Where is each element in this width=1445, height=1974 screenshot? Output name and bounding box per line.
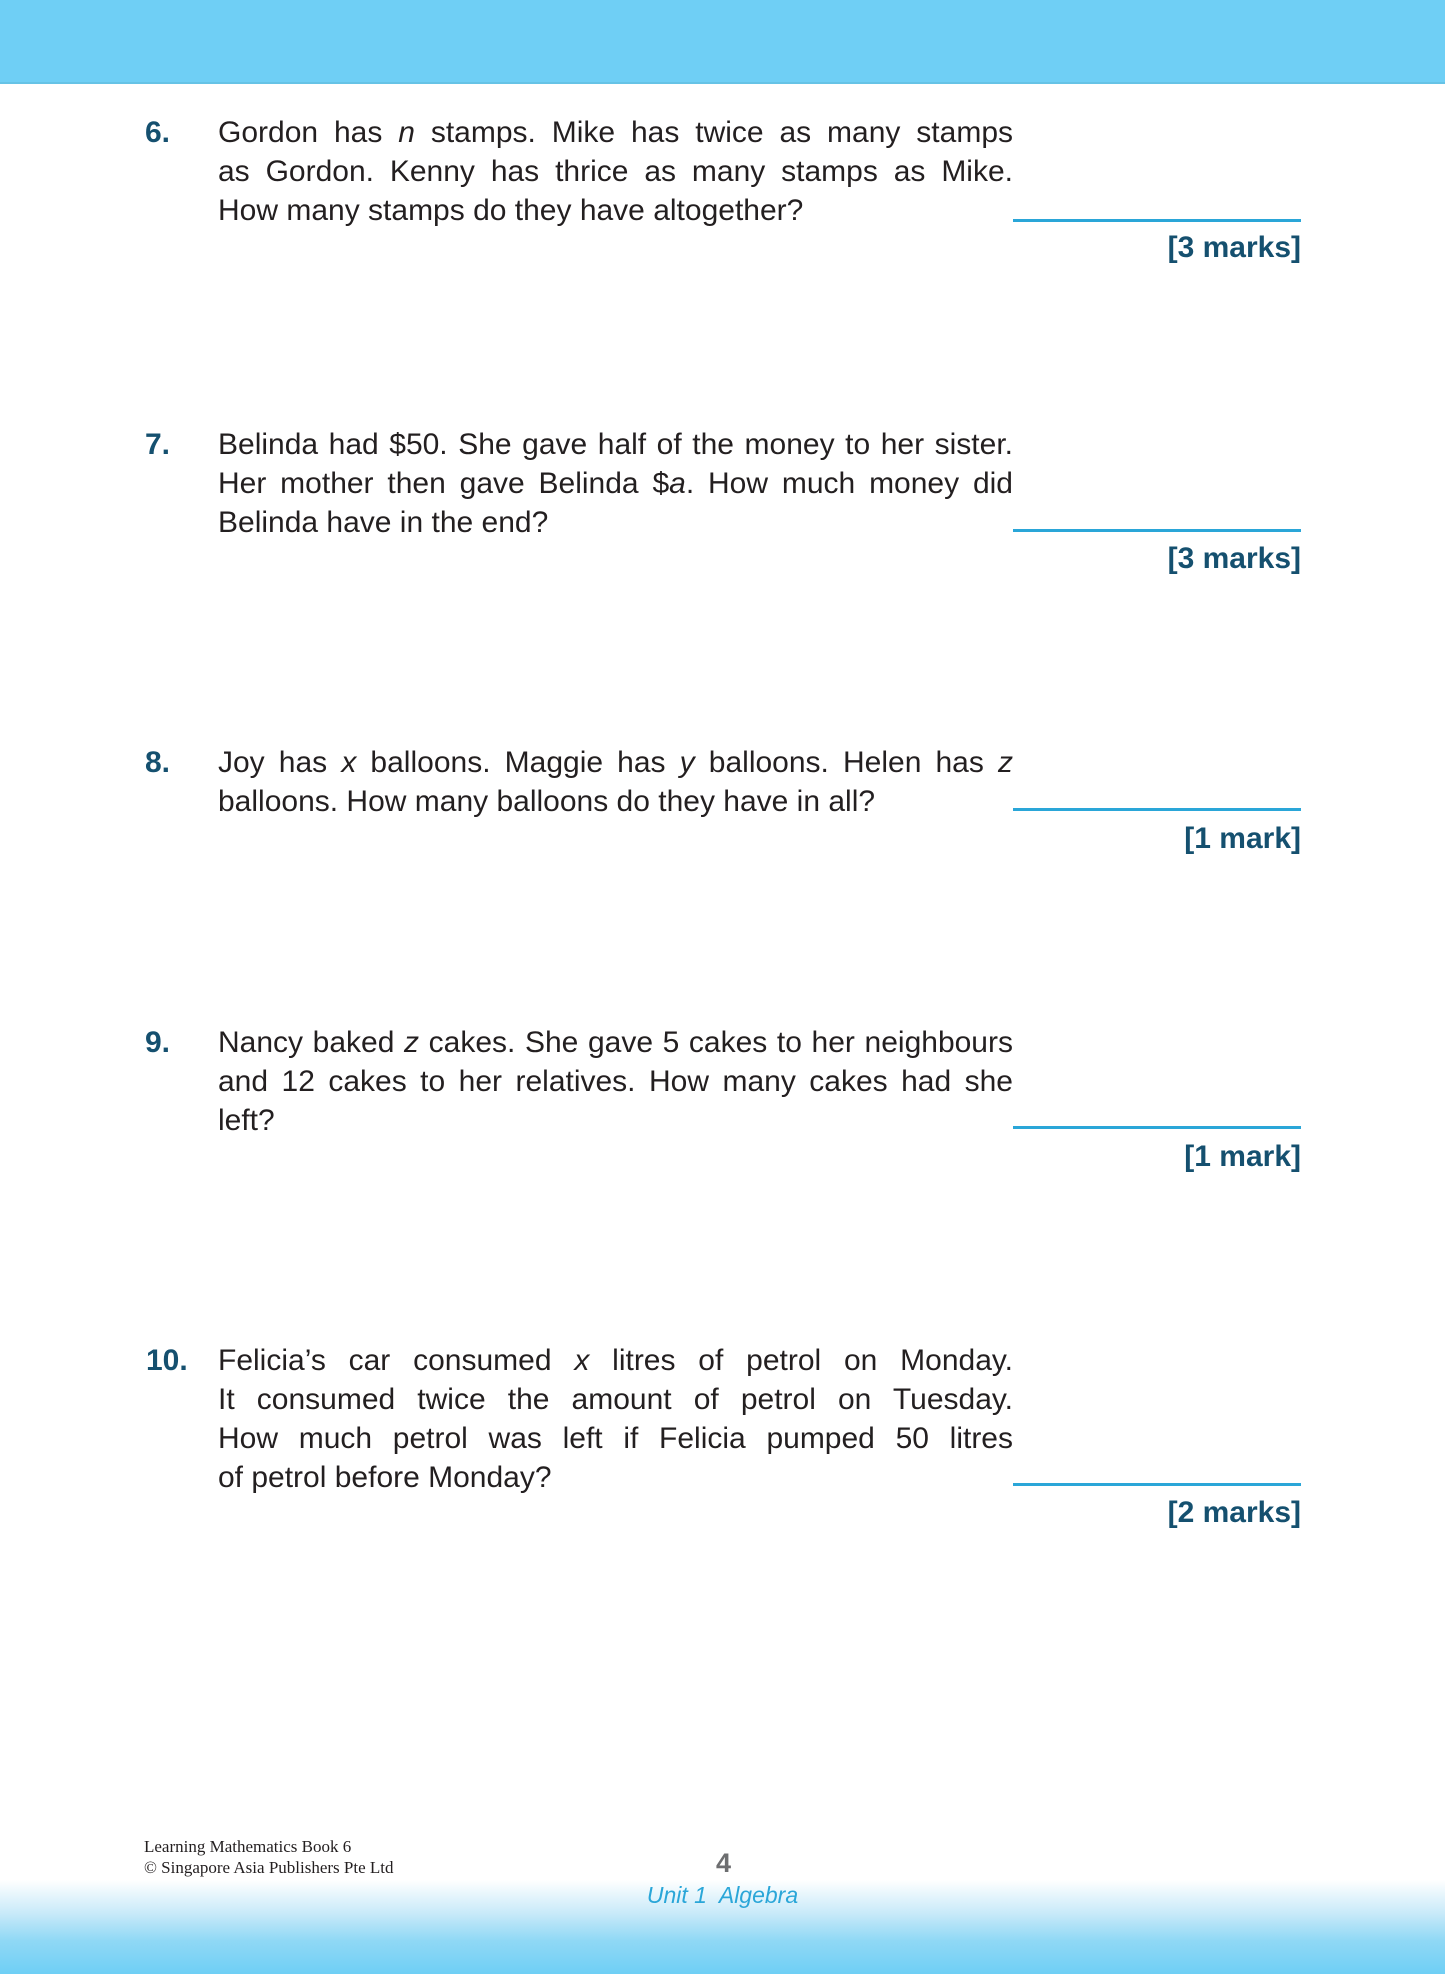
question-line: Her mother then gave Belinda $a. How much money did <box>218 467 1013 500</box>
question-line: Belinda had $50. She gave half of the money to her sister. <box>218 428 1013 461</box>
unit-label: Unit 1 Algebra <box>646 1882 799 1908</box>
question-line: left? <box>218 1104 275 1137</box>
variable: x <box>574 1344 590 1377</box>
variable: z <box>998 746 1013 779</box>
question-number: 6. <box>145 116 171 149</box>
marks-label-7: [3 marks] <box>1167 542 1301 575</box>
question-number: 9. <box>145 1026 171 1059</box>
question-number: 10. <box>146 1344 188 1377</box>
marks-label-6: [3 marks] <box>1167 231 1301 264</box>
variable: x <box>341 746 357 779</box>
question-line: Felicia’s car consumed x litres of petrol on Monday. <box>218 1344 1014 1377</box>
question-line: balloons. How many balloons do they have in all? <box>218 785 876 818</box>
answer-line-9[interactable] <box>1013 1126 1301 1129</box>
answer-line-10[interactable] <box>1013 1483 1301 1486</box>
question-text <box>218 1341 1013 1497</box>
question-line: Joy has x balloons. Maggie has y balloons. Helen has z <box>218 746 1013 779</box>
question-text <box>218 1023 1013 1140</box>
header-band <box>0 0 1445 84</box>
question-number: 7. <box>145 428 171 461</box>
answer-line-6[interactable] <box>1013 219 1301 222</box>
marks-label-8: [1 mark] <box>1184 822 1301 855</box>
question-line: How much petrol was left if Felicia pumped 50 litres <box>218 1422 1013 1455</box>
question-text <box>218 425 1013 542</box>
question-line: and 12 cakes to her relatives. How many cakes had she <box>218 1065 1013 1098</box>
answer-line-7[interactable] <box>1013 529 1301 532</box>
question-line: of petrol before Monday? <box>218 1461 552 1494</box>
question-text <box>218 113 1013 230</box>
question-line: Belinda have in the end? <box>218 506 549 539</box>
variable: a <box>669 467 686 500</box>
marks-label-10: [2 marks] <box>1167 1496 1301 1529</box>
book-title: Learning Mathematics Book 6 <box>144 1837 352 1856</box>
variable: z <box>404 1026 420 1059</box>
question-number: 8. <box>145 746 171 779</box>
question-text <box>218 743 1013 821</box>
copyright: © Singapore Asia Publishers Pte Ltd <box>144 1858 394 1877</box>
variable: n <box>398 116 415 149</box>
page-number: 4 <box>715 1848 732 1878</box>
question-line: Nancy baked z cakes. She gave 5 cakes to her neighbours <box>218 1026 1013 1059</box>
question-line: How many stamps do they have altogether? <box>218 194 804 227</box>
question-line: It consumed twice the amount of petrol on Tuesday. <box>218 1383 1013 1416</box>
marks-label-9: [1 mark] <box>1184 1140 1301 1173</box>
question-line: Gordon has n stamps. Mike has twice as many stamps <box>218 116 1014 149</box>
answer-line-8[interactable] <box>1013 808 1301 811</box>
variable: y <box>679 746 695 779</box>
question-line: as Gordon. Kenny has thrice as many stamps as Mike. <box>218 155 1013 188</box>
